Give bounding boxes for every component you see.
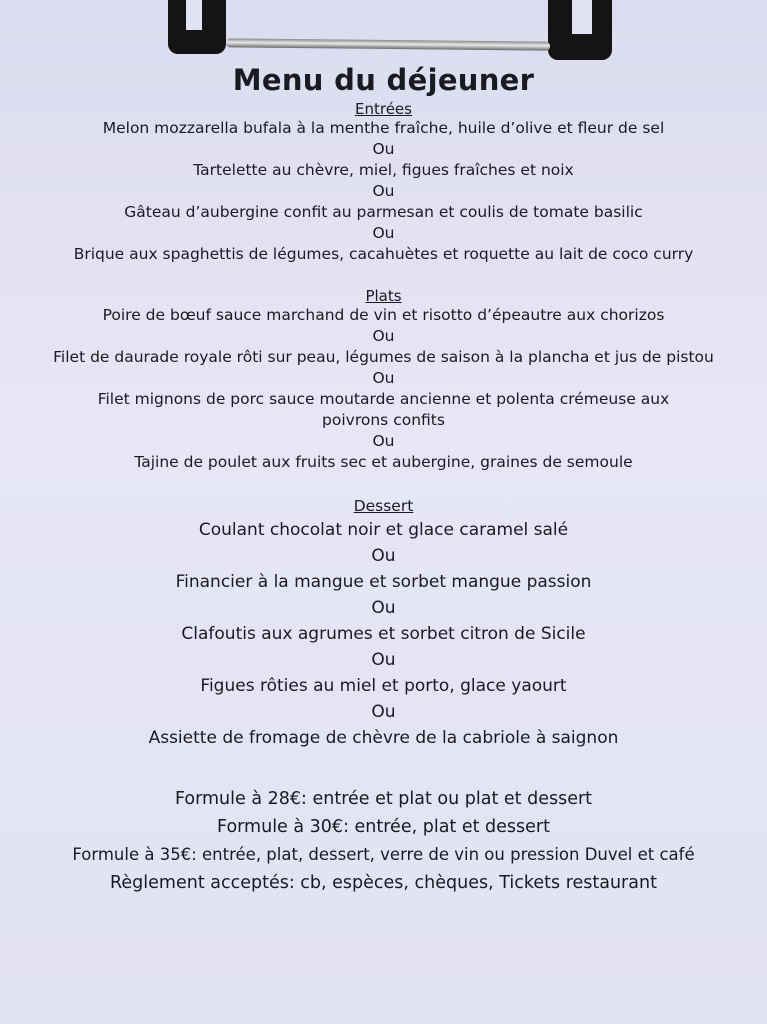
menu-item: Filet de daurade royale rôti sur peau, légumes de saison à la plancha et jus de pistou bbox=[53, 348, 714, 366]
menu-item: Filet mignons de porc sauce moutarde ancienne et polenta crémeuse aux poivrons confits bbox=[97, 390, 670, 429]
menu-item: Coulant chocolat noir et glace caramel salé bbox=[198, 520, 569, 540]
formule-line: Formule à 28€: entrée et plat ou plat et dessert bbox=[174, 789, 593, 809]
menu-item: Financier à la mangue et sorbet mangue passion bbox=[175, 572, 592, 592]
separator-ou: Ou bbox=[372, 140, 395, 158]
separator-ou: Ou bbox=[371, 546, 396, 566]
section-plats bbox=[0, 287, 767, 473]
separator-ou: Ou bbox=[371, 650, 396, 670]
section-heading: Plats bbox=[365, 287, 402, 305]
menu-item: Melon mozzarella bufala à la menthe fraîche, huile d’olive et fleur de sel bbox=[102, 119, 665, 137]
separator-ou: Ou bbox=[372, 369, 395, 387]
formules-block bbox=[0, 785, 767, 897]
formule-line: Formule à 30€: entrée, plat et dessert bbox=[217, 817, 550, 837]
menu-item: Clafoutis aux agrumes et sorbet citron de Sicile bbox=[181, 624, 586, 644]
separator-ou: Ou bbox=[371, 598, 396, 618]
clipboard-clip-left-gap bbox=[186, 0, 202, 30]
separator-ou: Ou bbox=[372, 432, 395, 450]
section-dessert bbox=[0, 495, 767, 751]
spacer bbox=[0, 265, 767, 287]
section-heading: Entrées bbox=[355, 100, 412, 118]
menu-item: Brique aux spaghettis de légumes, cacahuètes et roquette au lait de coco curry bbox=[73, 245, 694, 263]
menu-item: Assiette de fromage de chèvre de la cabriole à saignon bbox=[148, 728, 619, 748]
clipboard-clip-right-gap bbox=[572, 0, 592, 34]
section-entrees bbox=[0, 100, 767, 265]
menu-content bbox=[0, 60, 767, 897]
separator-ou: Ou bbox=[372, 224, 395, 242]
separator-ou: Ou bbox=[372, 327, 395, 345]
menu-item: Tajine de poulet aux fruits sec et aubergine, graines de semoule bbox=[134, 453, 633, 471]
separator-ou: Ou bbox=[372, 182, 395, 200]
menu-item: Tartelette au chèvre, miel, figues fraîches et noix bbox=[193, 161, 574, 179]
formule-line: Formule à 35€: entrée, plat, dessert, verre de vin ou pression Duvel et café bbox=[72, 845, 695, 864]
payment-line: Règlement acceptés: cb, espèces, chèques, Tickets restaurant bbox=[110, 873, 657, 893]
separator-ou: Ou bbox=[371, 702, 396, 722]
spacer bbox=[0, 473, 767, 495]
menu-title: Menu du déjeuner bbox=[232, 63, 535, 97]
section-heading: Dessert bbox=[353, 497, 414, 515]
menu-item: Gâteau d’aubergine confit au parmesan et coulis de tomate basilic bbox=[124, 203, 643, 221]
menu-item: Poire de bœuf sauce marchand de vin et risotto d’épeautre aux chorizos bbox=[102, 306, 665, 324]
menu-item: Figues rôties au miel et porto, glace yaourt bbox=[200, 676, 567, 696]
